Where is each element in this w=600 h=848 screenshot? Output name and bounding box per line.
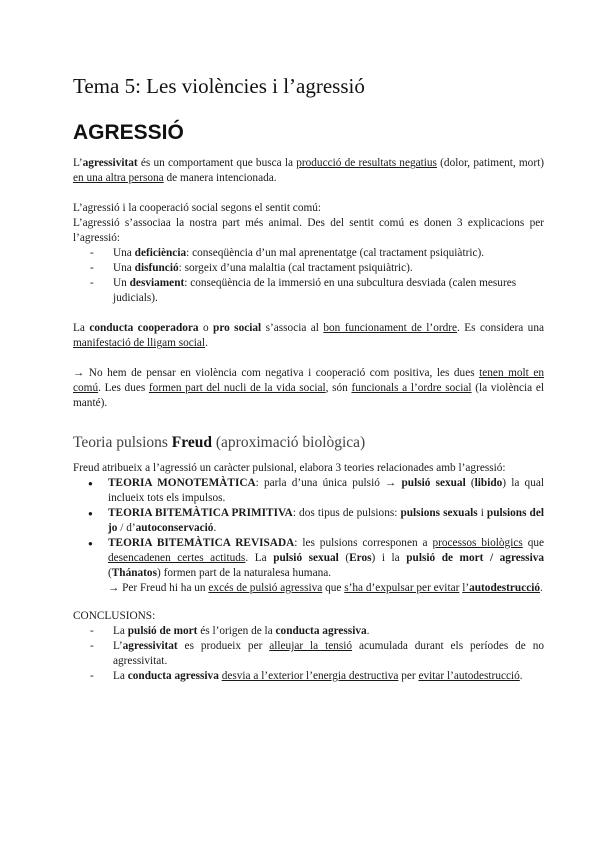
list-item: - Un desviament: conseqüència de la immersió en una subcultura desviada (calen mesures judicials). — [73, 276, 544, 306]
conclusions-label: CONCLUSIONS: — [73, 610, 156, 622]
list-item: - La pulsió de mort és l’origen de la conducta agressiva. — [73, 624, 544, 639]
list-item: - Una disfunció: sorgeix d’una malaltia (cal tractament psiquiàtric). — [73, 261, 544, 276]
arrow-paragraph: → No hem de pensar en violència com negativa i cooperació com positiva, les dues tenen molt en comú. Les dues formen part del nucli de la vida social, són funcionals a l’ordre social (la violència el manté). — [73, 367, 544, 409]
theory-monotematica: ● TEORIA MONOTEMÀTICA: parla d’una única pulsió → pulsió sexual (libido) la qual inclueix tots els impulsos. — [73, 476, 544, 506]
common-sense-line: L’agressió i la cooperació social segons el sentit comú: — [73, 202, 322, 214]
freud-heading: Teoria pulsions Freud (aproximació biològica) — [73, 434, 366, 451]
theory-bitematica-primitiva: ● TEORIA BITEMÀTICA PRIMITIVA: dos tipus de pulsions: pulsions sexuals i pulsions del jo / d’autoconservació. — [73, 506, 544, 536]
definition-paragraph: L’agressivitat és un comportament que busca la producció de resultats negatius (dolor, patiment, mort) en una altra persona de manera intencionada. — [73, 157, 544, 184]
cooperation-paragraph: La conducta cooperadora o pro social s’associa al bon funcionament de l’ordre. Es considera una manifestació de lligam social. — [73, 322, 544, 349]
list-item: - Una deficiència: conseqüència d’un mal aprenentatge (cal tractament psiquiàtric). — [73, 246, 544, 261]
common-sense-paragraph: L’agressió s’associaa la nostra part més animal. Des del sentit comú es donen 3 explicacions per l’agressió: — [73, 217, 544, 244]
freud-intro: Freud atribueix a l’agressió un caràcter pulsional, elabora 3 teories relacionades amb l’agressió: — [73, 462, 506, 474]
section-heading-agressio: AGRESSIÓ — [73, 121, 184, 144]
explanations-list — [73, 246, 544, 306]
page-title: Tema 5: Les violències i l’agressió — [73, 74, 365, 98]
conclusions-list — [73, 624, 544, 684]
theory-bitematica-revisada: ● TEORIA BITEMÀTICA REVISADA: les pulsions corresponen a processos biològics que desencadenen certes actituds. La pulsió sexual (Eros) i la pulsió de mort / agressiva (Thánatos) formen part de la naturalesa humana. → Per Freud hi ha un excés de pulsió agressiva que s’ha d’expulsar per evitar l’autodestrucció. — [73, 536, 544, 596]
document-body — [73, 72, 544, 684]
list-item: - L’agressivitat es produeix per alleujar la tensió acumulada durant els períodes de no agressivitat. — [73, 639, 544, 669]
list-item: - La conducta agressiva desvia a l’exterior l’energia destructiva per evitar l’autodestrucció. — [73, 669, 544, 684]
theories-list — [73, 476, 544, 596]
